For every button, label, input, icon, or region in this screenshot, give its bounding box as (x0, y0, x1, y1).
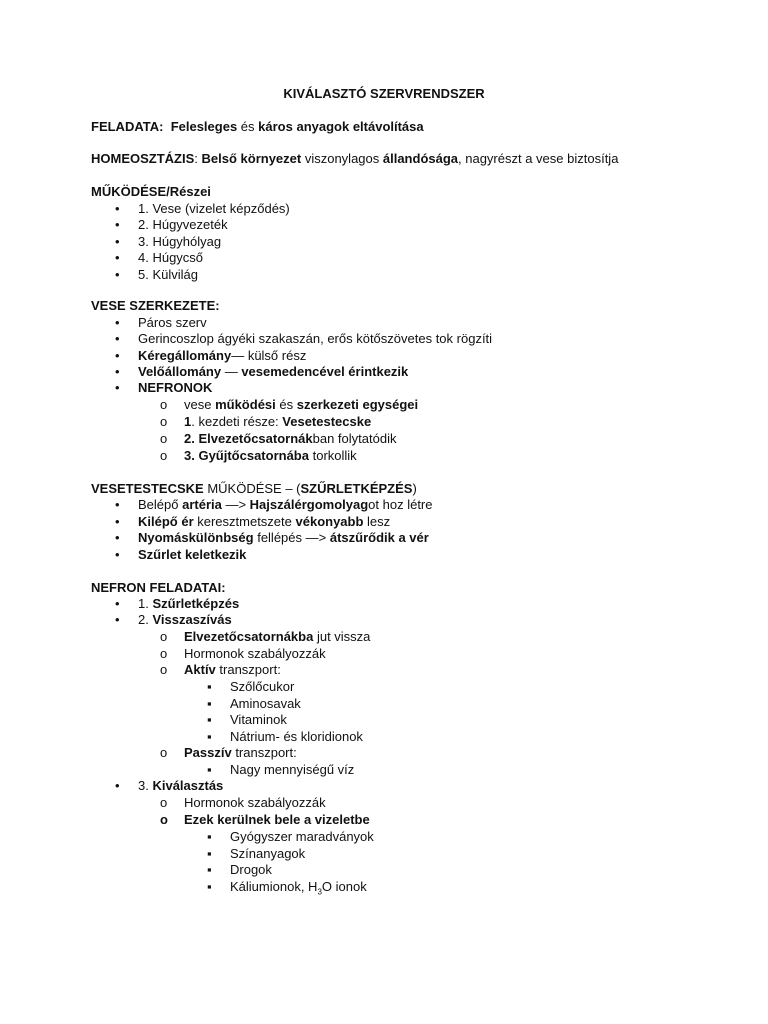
nefron-item-3 (138, 778, 223, 794)
visszaszivas-sub-4 (184, 745, 297, 761)
bullet-icon: • (115, 217, 120, 233)
nefron-item-1-num: 1. (138, 596, 153, 611)
vt-heading-part4: SZŰRLETKÉPZÉS (300, 481, 413, 496)
vese-item-2: Gerincoszlop ágyéki szakaszán, erős kötőszövetes tok rögzíti (138, 331, 493, 346)
square-bullet-icon: ▪ (207, 829, 212, 844)
mukodese-list-item: 5. Külvilág (138, 266, 198, 282)
nefron-sub-1-text2: és (275, 397, 297, 412)
square-bullet-icon: ▪ (207, 762, 212, 777)
circle-bullet-icon: o (160, 662, 168, 677)
circle-bullet-icon: o (160, 414, 168, 429)
homeosztazis-t2: , nagyrészt a vese biztosítja (458, 151, 619, 166)
visszaszivas-sub-1-text: jut vissza (313, 629, 371, 644)
vt-item-1-text: Belépő (138, 497, 183, 512)
vese-item-3-text: — külső rész (231, 348, 307, 363)
bullet-icon: • (115, 547, 120, 562)
vt-item-3-text: fellépés —> (253, 530, 330, 545)
vt-item-1-bold: artéria (182, 497, 222, 512)
vesetestecske-heading (91, 481, 417, 497)
circle-bullet-icon: o (160, 431, 168, 446)
feladata-t1: és (237, 119, 259, 134)
nefron-item-1 (138, 596, 239, 612)
homeosztazis-b2: állandósága (382, 151, 459, 166)
circle-bullet-icon: o (160, 448, 168, 463)
nefron-sub-1-bold2: szerkezeti egységei (296, 397, 419, 412)
bullet-icon: • (115, 233, 120, 249)
circle-bullet-icon: o (160, 629, 168, 644)
vt-heading-part2: MŰKÖDÉSE (207, 481, 282, 496)
nefron-sub-2-bold: 1 (184, 414, 192, 429)
kivalasztas-sub-1: Hormonok szabályozzák (184, 795, 326, 810)
circle-bullet-icon: o (160, 646, 168, 661)
feladata-label: FELADATA: (91, 119, 164, 134)
mukodese-list-item: 1. Vese (vizelet képződés) (138, 201, 290, 216)
visszaszivas-sub-1 (184, 629, 370, 645)
document-title: KIVÁLASZTÓ SZERVRENDSZER (283, 86, 485, 101)
feladata-b1: Felesleges (170, 119, 238, 134)
bullet-icon: • (115, 348, 120, 363)
bullet-icon: • (115, 778, 120, 793)
vt-item-3-bold2: átszűrődik a vér (329, 530, 429, 545)
vt-heading-part3: – ( (281, 481, 301, 496)
square-bullet-icon: ▪ (207, 845, 212, 861)
visszaszivas-sub-2: Hormonok szabályozzák (184, 646, 326, 661)
homeosztazis-t0: : (194, 151, 202, 166)
nefron-item-3-bold: Kiválasztás (152, 778, 224, 793)
visszaszivas-sub-4-text: transzport: (231, 745, 297, 760)
square-bullet-icon: ▪ (207, 862, 212, 878)
nefron-item-3-num: 3. (138, 778, 153, 793)
vese-item-4-text: — (221, 364, 242, 379)
vt-item-1-text3: ot hoz létre (368, 497, 433, 512)
visszaszivas-sub-3-text: transzport: (215, 662, 281, 677)
nefron-sub-1 (184, 397, 418, 413)
nefron-sub-3-bold: 2. Elvezetőcsatornák (184, 431, 313, 446)
kivalasztas-sub-2: Ezek kerülnek bele a vizeletbe (184, 812, 370, 827)
circle-bullet-icon: o (160, 795, 168, 810)
visszaszivas-sub-4-bold: Passzív (184, 745, 232, 760)
feladata-b2: káros anyagok eltávolítása (258, 119, 424, 134)
mukodese-list-item: 3. Húgyhólyag (138, 233, 222, 249)
bullet-icon: • (115, 514, 120, 529)
vese-item-4 (138, 364, 408, 380)
vt-heading-part5: ) (412, 481, 417, 496)
mukodese-list-item: 4. Húgycső (138, 250, 204, 266)
bullet-icon: • (115, 380, 120, 395)
bullet-icon: • (115, 201, 120, 216)
square-bullet-icon: ▪ (207, 879, 212, 894)
nefron-sub-1-text: vese (184, 397, 216, 412)
vt-item-2-text: keresztmetszete (193, 514, 296, 529)
mukodese-list-item: 2. Húgyvezeték (138, 217, 228, 233)
vese-item-3 (138, 348, 306, 364)
visszaszivas-sub-3-bold: Aktív (184, 662, 216, 677)
ion-subscript: 3 (317, 887, 322, 897)
visszaszivas-sub-1-bold: Elvezetőcsatornákba (184, 629, 314, 644)
vt-heading-part1: VESETESTECSKE (91, 481, 208, 496)
vt-item-1-bold2: Hajszálérgomolyag (249, 497, 369, 512)
nefron-heading: NEFRON FELADATAI: (91, 580, 226, 595)
square-bullet-icon: ▪ (207, 679, 212, 694)
square-bullet-icon: ▪ (207, 695, 212, 711)
circle-bullet-icon: o (160, 397, 168, 412)
homeosztazis-b1: Belső környezet (201, 151, 302, 166)
circle-bullet-icon: o (160, 812, 168, 827)
vizelet-item: Színanyagok (230, 845, 306, 861)
aktiv-transport-item: Vitaminok (230, 712, 287, 728)
bullet-icon: • (115, 364, 120, 379)
nefron-sub-2-text: . kezdeti része: (191, 414, 283, 429)
nefron-sub-3 (184, 431, 396, 447)
nefron-sub-4 (184, 448, 357, 464)
vt-item-1 (138, 497, 433, 513)
vizelet-item: Gyógyszer maradványok (230, 829, 374, 844)
vt-item-2-bold2: vékonyabb (295, 514, 364, 529)
visszaszivas-sub-3 (184, 662, 281, 678)
vese-item-4-bold2: vesemedencével érintkezik (241, 364, 409, 379)
nefron-sub-1-bold: működési (215, 397, 276, 412)
bullet-icon: • (115, 497, 120, 512)
homeosztazis-label: HOMEOSZTÁZIS (91, 151, 195, 166)
aktiv-transport-item: Szőlőcukor (230, 679, 295, 694)
vese-item-3-bold: Kéregállomány (138, 348, 232, 363)
passziv-transport-item: Nagy mennyiségű víz (230, 762, 355, 777)
bullet-icon: • (115, 315, 120, 330)
vt-item-2 (138, 514, 390, 530)
aktiv-transport-item: Aminosavak (230, 695, 301, 711)
vese-heading: VESE SZERKEZETE: (91, 298, 220, 313)
vizelet-item-last (230, 879, 367, 901)
vt-item-2-bold: Kilépő ér (138, 514, 194, 529)
nefron-item-2-bold: Visszaszívás (152, 612, 232, 627)
nefron-sub-4-text: torkollik (308, 448, 357, 463)
feladata-line (91, 119, 424, 135)
bullet-icon: • (115, 596, 120, 611)
vese-item-5: NEFRONOK (138, 380, 213, 395)
bullet-icon: • (115, 612, 120, 627)
nefron-item-1-bold: Szűrletképzés (152, 596, 240, 611)
vese-item-4-bold: Velőállomány (138, 364, 222, 379)
square-bullet-icon: ▪ (207, 728, 212, 744)
vt-item-3-bold: Nyomáskülönbség (138, 530, 254, 545)
nefron-item-2-num: 2. (138, 612, 153, 627)
bullet-icon: • (115, 250, 120, 266)
nefron-sub-2 (184, 414, 371, 430)
nefron-item-2 (138, 612, 232, 628)
vt-item-1-text2: —> (221, 497, 250, 512)
bullet-icon: • (115, 266, 120, 282)
nefron-sub-4-bold: 3. Gyűjtőcsatornába (184, 448, 309, 463)
nefron-sub-2-bold2: Vesetestecske (282, 414, 372, 429)
homeosztazis-t1: viszonylagos (301, 151, 383, 166)
vt-item-4: Szűrlet keletkezik (138, 547, 247, 562)
circle-bullet-icon: o (160, 745, 168, 760)
vt-item-2-text2: lesz (363, 514, 391, 529)
bullet-icon: • (115, 331, 120, 346)
square-bullet-icon: ▪ (207, 712, 212, 728)
bullet-icon: • (115, 530, 120, 545)
ion-text-b: O ionok (321, 879, 367, 894)
nefron-sub-3-text: ban folytatódik (312, 431, 397, 446)
aktiv-transport-item: Nátrium- és kloridionok (230, 728, 363, 744)
homeosztazis-line (91, 151, 618, 167)
vese-item-1: Páros szerv (138, 315, 207, 330)
mukodese-heading: MŰKÖDÉSE/Részei (91, 184, 211, 199)
vt-item-3 (138, 530, 429, 546)
vizelet-item: Drogok (230, 862, 272, 878)
ion-text-a: Káliumionok, H (230, 879, 318, 894)
